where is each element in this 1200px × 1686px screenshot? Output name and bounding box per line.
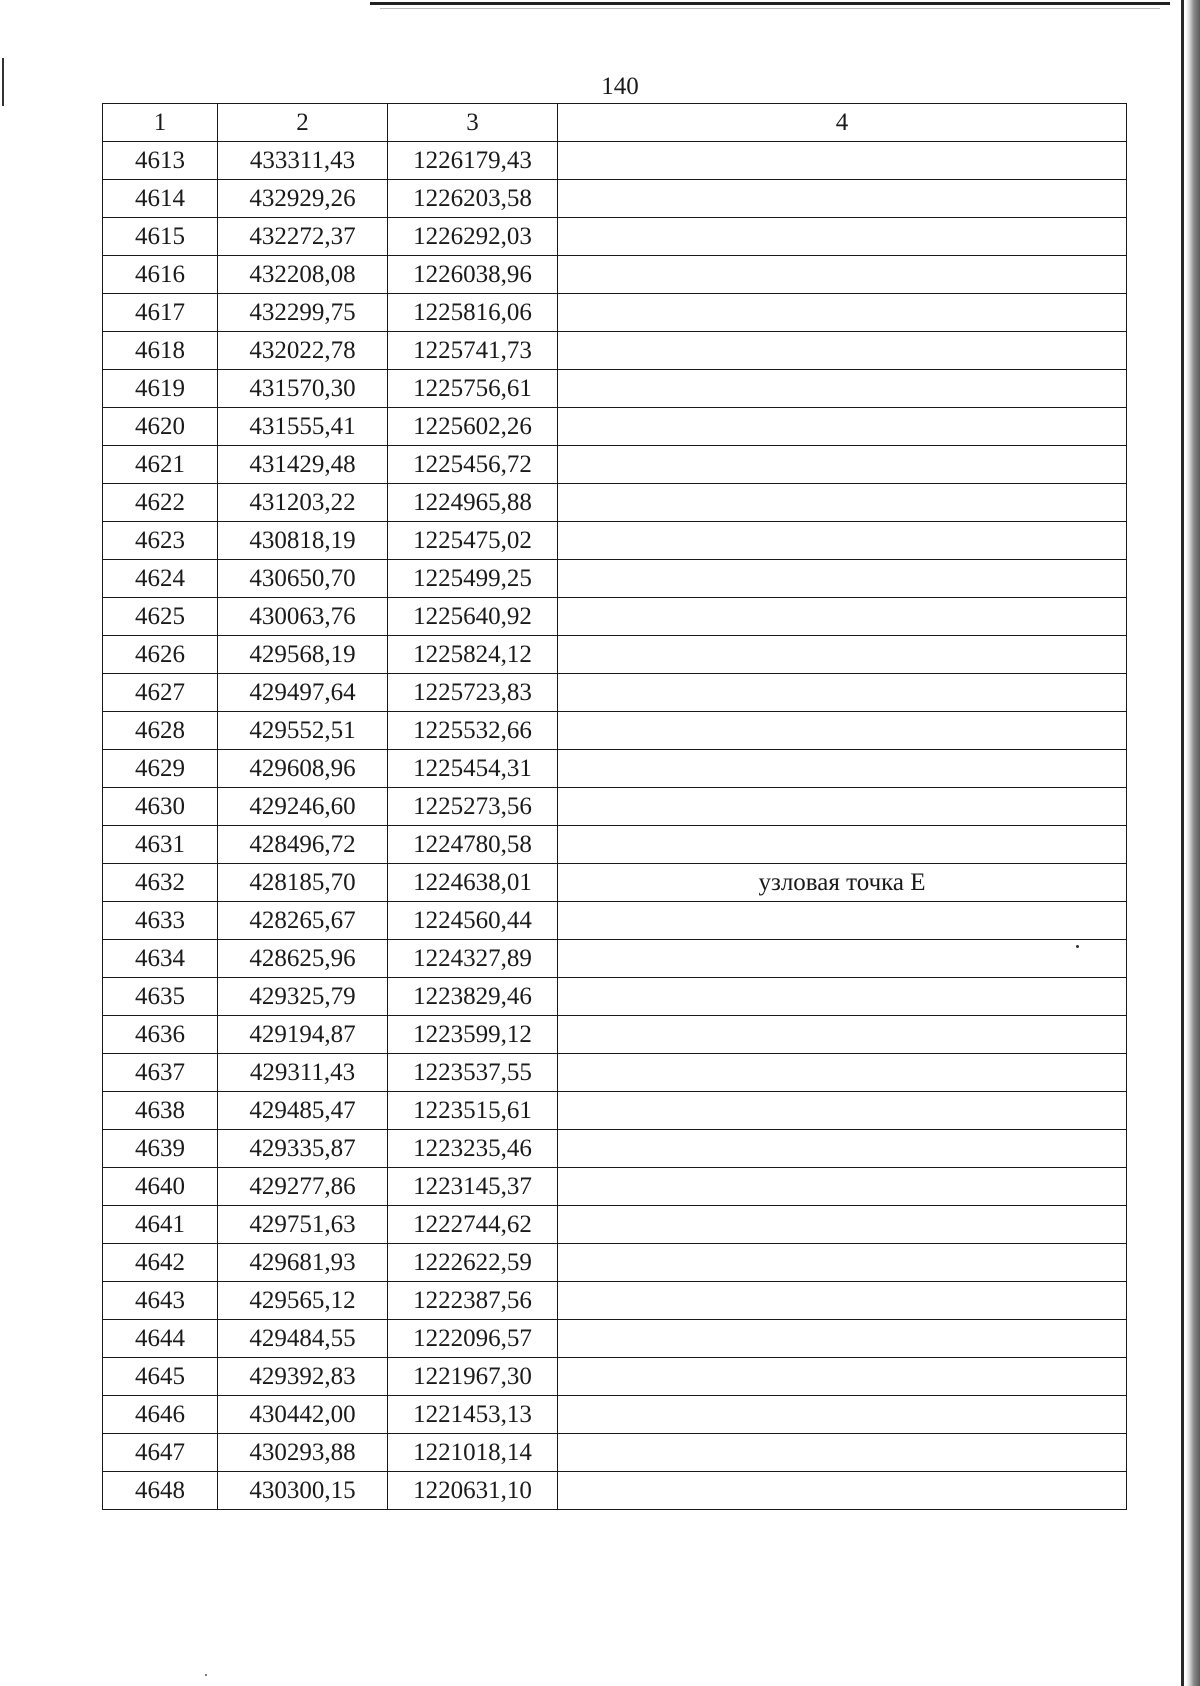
y-coordinate-cell: 1224638,01 — [388, 864, 558, 902]
x-coordinate-cell: 431555,41 — [218, 408, 388, 446]
y-coordinate-cell: 1225723,83 — [388, 674, 558, 712]
y-coordinate-cell: 1225816,06 — [388, 294, 558, 332]
x-coordinate-cell: 431429,48 — [218, 446, 388, 484]
point-number-cell: 4619 — [103, 370, 218, 408]
note-cell — [558, 522, 1127, 560]
note-cell — [558, 636, 1127, 674]
point-number-cell: 4633 — [103, 902, 218, 940]
note-cell — [558, 370, 1127, 408]
note-cell — [558, 1434, 1127, 1472]
table-row — [103, 256, 1127, 294]
point-number-cell: 4640 — [103, 1168, 218, 1206]
y-coordinate-cell: 1225532,66 — [388, 712, 558, 750]
y-coordinate-cell: 1225602,26 — [388, 408, 558, 446]
x-coordinate-cell: 433311,43 — [218, 142, 388, 180]
x-coordinate-cell: 430300,15 — [218, 1472, 388, 1510]
table-row — [103, 1130, 1127, 1168]
table-row — [103, 484, 1127, 522]
point-number-cell: 4630 — [103, 788, 218, 826]
point-number-cell: 4628 — [103, 712, 218, 750]
table-row — [103, 598, 1127, 636]
note-cell — [558, 1472, 1127, 1510]
note-cell — [558, 332, 1127, 370]
x-coordinate-cell: 429277,86 — [218, 1168, 388, 1206]
x-coordinate-cell: 432022,78 — [218, 332, 388, 370]
y-coordinate-cell: 1225273,56 — [388, 788, 558, 826]
table-row — [103, 940, 1127, 978]
note-cell — [558, 750, 1127, 788]
point-number-cell: 4638 — [103, 1092, 218, 1130]
point-number-cell: 4629 — [103, 750, 218, 788]
table-header-row — [103, 104, 1127, 142]
note-cell — [558, 484, 1127, 522]
table-row — [103, 560, 1127, 598]
table-row — [103, 826, 1127, 864]
table-row — [103, 712, 1127, 750]
x-coordinate-cell: 429392,83 — [218, 1358, 388, 1396]
point-number-cell: 4645 — [103, 1358, 218, 1396]
table-row — [103, 1320, 1127, 1358]
point-number-cell: 4623 — [103, 522, 218, 560]
x-coordinate-cell: 428185,70 — [218, 864, 388, 902]
y-coordinate-cell: 1222387,56 — [388, 1282, 558, 1320]
y-coordinate-cell: 1226038,96 — [388, 256, 558, 294]
point-number-cell: 4634 — [103, 940, 218, 978]
y-coordinate-cell: 1223515,61 — [388, 1092, 558, 1130]
x-coordinate-cell: 431570,30 — [218, 370, 388, 408]
note-cell — [558, 978, 1127, 1016]
x-coordinate-cell: 432929,26 — [218, 180, 388, 218]
x-coordinate-cell: 432272,37 — [218, 218, 388, 256]
x-coordinate-cell: 429568,19 — [218, 636, 388, 674]
x-coordinate-cell: 429246,60 — [218, 788, 388, 826]
y-coordinate-cell: 1221018,14 — [388, 1434, 558, 1472]
table-row — [103, 1016, 1127, 1054]
note-cell — [558, 1282, 1127, 1320]
table-row — [103, 1168, 1127, 1206]
point-number-cell: 4626 — [103, 636, 218, 674]
x-coordinate-cell: 429311,43 — [218, 1054, 388, 1092]
note-cell — [558, 712, 1127, 750]
point-number-cell: 4641 — [103, 1206, 218, 1244]
point-number-cell: 4622 — [103, 484, 218, 522]
x-coordinate-cell: 428496,72 — [218, 826, 388, 864]
note-cell: узловая точка Е — [558, 864, 1127, 902]
y-coordinate-cell: 1226292,03 — [388, 218, 558, 256]
table-row — [103, 750, 1127, 788]
table-row — [103, 1434, 1127, 1472]
note-cell — [558, 294, 1127, 332]
y-coordinate-cell: 1222622,59 — [388, 1244, 558, 1282]
point-number-cell: 4639 — [103, 1130, 218, 1168]
note-cell — [558, 940, 1127, 978]
table-row — [103, 902, 1127, 940]
coordinates-table — [102, 103, 1127, 1510]
y-coordinate-cell: 1224965,88 — [388, 484, 558, 522]
table-row — [103, 864, 1127, 902]
y-coordinate-cell: 1226179,43 — [388, 142, 558, 180]
scan-left-mark — [2, 58, 4, 106]
column-header-2: 2 — [218, 104, 388, 142]
x-coordinate-cell: 428265,67 — [218, 902, 388, 940]
scan-speck — [205, 1674, 207, 1676]
note-cell — [558, 1358, 1127, 1396]
x-coordinate-cell: 428625,96 — [218, 940, 388, 978]
table-row — [103, 674, 1127, 712]
note-cell — [558, 788, 1127, 826]
column-header-4: 4 — [558, 104, 1127, 142]
y-coordinate-cell: 1222744,62 — [388, 1206, 558, 1244]
note-cell — [558, 1092, 1127, 1130]
x-coordinate-cell: 429194,87 — [218, 1016, 388, 1054]
note-cell — [558, 902, 1127, 940]
table-row — [103, 408, 1127, 446]
point-number-cell: 4643 — [103, 1282, 218, 1320]
note-cell — [558, 1130, 1127, 1168]
note-cell — [558, 674, 1127, 712]
y-coordinate-cell: 1225475,02 — [388, 522, 558, 560]
point-number-cell: 4631 — [103, 826, 218, 864]
note-cell — [558, 1244, 1127, 1282]
table-row — [103, 294, 1127, 332]
point-number-cell: 4621 — [103, 446, 218, 484]
y-coordinate-cell: 1224560,44 — [388, 902, 558, 940]
point-number-cell: 4615 — [103, 218, 218, 256]
table-row — [103, 978, 1127, 1016]
note-cell — [558, 1016, 1127, 1054]
note-cell — [558, 1396, 1127, 1434]
x-coordinate-cell: 429335,87 — [218, 1130, 388, 1168]
table-row — [103, 522, 1127, 560]
point-number-cell: 4632 — [103, 864, 218, 902]
table-row — [103, 1358, 1127, 1396]
scan-page-edge-shadow — [1186, 0, 1200, 1686]
x-coordinate-cell: 429552,51 — [218, 712, 388, 750]
y-coordinate-cell: 1222096,57 — [388, 1320, 558, 1358]
note-cell — [558, 826, 1127, 864]
point-number-cell: 4644 — [103, 1320, 218, 1358]
point-number-cell: 4613 — [103, 142, 218, 180]
point-number-cell: 4642 — [103, 1244, 218, 1282]
table-row — [103, 332, 1127, 370]
y-coordinate-cell: 1224780,58 — [388, 826, 558, 864]
y-coordinate-cell: 1226203,58 — [388, 180, 558, 218]
page-number: 140 — [601, 73, 639, 100]
y-coordinate-cell: 1220631,10 — [388, 1472, 558, 1510]
y-coordinate-cell: 1225499,25 — [388, 560, 558, 598]
x-coordinate-cell: 429485,47 — [218, 1092, 388, 1130]
table-row — [103, 1054, 1127, 1092]
table-body — [103, 142, 1127, 1510]
point-number-cell: 4647 — [103, 1434, 218, 1472]
note-cell — [558, 1320, 1127, 1358]
point-number-cell: 4620 — [103, 408, 218, 446]
x-coordinate-cell: 429751,63 — [218, 1206, 388, 1244]
note-cell — [558, 1206, 1127, 1244]
y-coordinate-cell: 1224327,89 — [388, 940, 558, 978]
x-coordinate-cell: 430293,88 — [218, 1434, 388, 1472]
column-header-3: 3 — [388, 104, 558, 142]
point-number-cell: 4617 — [103, 294, 218, 332]
x-coordinate-cell: 429681,93 — [218, 1244, 388, 1282]
note-cell — [558, 560, 1127, 598]
y-coordinate-cell: 1223599,12 — [388, 1016, 558, 1054]
point-number-cell: 4646 — [103, 1396, 218, 1434]
table-row — [103, 370, 1127, 408]
note-cell — [558, 446, 1127, 484]
table-row — [103, 1282, 1127, 1320]
y-coordinate-cell: 1225756,61 — [388, 370, 558, 408]
table-row — [103, 1396, 1127, 1434]
y-coordinate-cell: 1225741,73 — [388, 332, 558, 370]
table-row — [103, 1472, 1127, 1510]
point-number-cell: 4627 — [103, 674, 218, 712]
y-coordinate-cell: 1223145,37 — [388, 1168, 558, 1206]
note-cell — [558, 256, 1127, 294]
table-row — [103, 1244, 1127, 1282]
table-row — [103, 1206, 1127, 1244]
point-number-cell: 4618 — [103, 332, 218, 370]
x-coordinate-cell: 430818,19 — [218, 522, 388, 560]
point-number-cell: 4624 — [103, 560, 218, 598]
x-coordinate-cell: 430650,70 — [218, 560, 388, 598]
x-coordinate-cell: 429325,79 — [218, 978, 388, 1016]
table-row — [103, 636, 1127, 674]
table-row — [103, 218, 1127, 256]
y-coordinate-cell: 1225640,92 — [388, 598, 558, 636]
point-number-cell: 4637 — [103, 1054, 218, 1092]
x-coordinate-cell: 430063,76 — [218, 598, 388, 636]
column-header-1: 1 — [103, 104, 218, 142]
x-coordinate-cell: 429497,64 — [218, 674, 388, 712]
y-coordinate-cell: 1223235,46 — [388, 1130, 558, 1168]
x-coordinate-cell: 430442,00 — [218, 1396, 388, 1434]
y-coordinate-cell: 1225456,72 — [388, 446, 558, 484]
x-coordinate-cell: 432208,08 — [218, 256, 388, 294]
scan-top-border — [370, 2, 1170, 5]
scan-right-border — [1181, 0, 1184, 1686]
table-row — [103, 788, 1127, 826]
point-number-cell: 4635 — [103, 978, 218, 1016]
x-coordinate-cell: 429608,96 — [218, 750, 388, 788]
y-coordinate-cell: 1223829,46 — [388, 978, 558, 1016]
point-number-cell: 4614 — [103, 180, 218, 218]
y-coordinate-cell: 1225824,12 — [388, 636, 558, 674]
table-row — [103, 1092, 1127, 1130]
table-row — [103, 180, 1127, 218]
note-cell — [558, 1054, 1127, 1092]
point-number-cell: 4636 — [103, 1016, 218, 1054]
point-number-cell: 4616 — [103, 256, 218, 294]
y-coordinate-cell: 1221967,30 — [388, 1358, 558, 1396]
point-number-cell: 4625 — [103, 598, 218, 636]
y-coordinate-cell: 1221453,13 — [388, 1396, 558, 1434]
note-cell — [558, 180, 1127, 218]
x-coordinate-cell: 429484,55 — [218, 1320, 388, 1358]
note-cell — [558, 142, 1127, 180]
x-coordinate-cell: 432299,75 — [218, 294, 388, 332]
y-coordinate-cell: 1223537,55 — [388, 1054, 558, 1092]
scan-top-border-faint — [380, 8, 1160, 9]
note-cell — [558, 218, 1127, 256]
point-number-cell: 4648 — [103, 1472, 218, 1510]
x-coordinate-cell: 431203,22 — [218, 484, 388, 522]
note-cell — [558, 598, 1127, 636]
y-coordinate-cell: 1225454,31 — [388, 750, 558, 788]
table-row — [103, 446, 1127, 484]
table-row — [103, 142, 1127, 180]
x-coordinate-cell: 429565,12 — [218, 1282, 388, 1320]
note-cell — [558, 408, 1127, 446]
note-cell — [558, 1168, 1127, 1206]
